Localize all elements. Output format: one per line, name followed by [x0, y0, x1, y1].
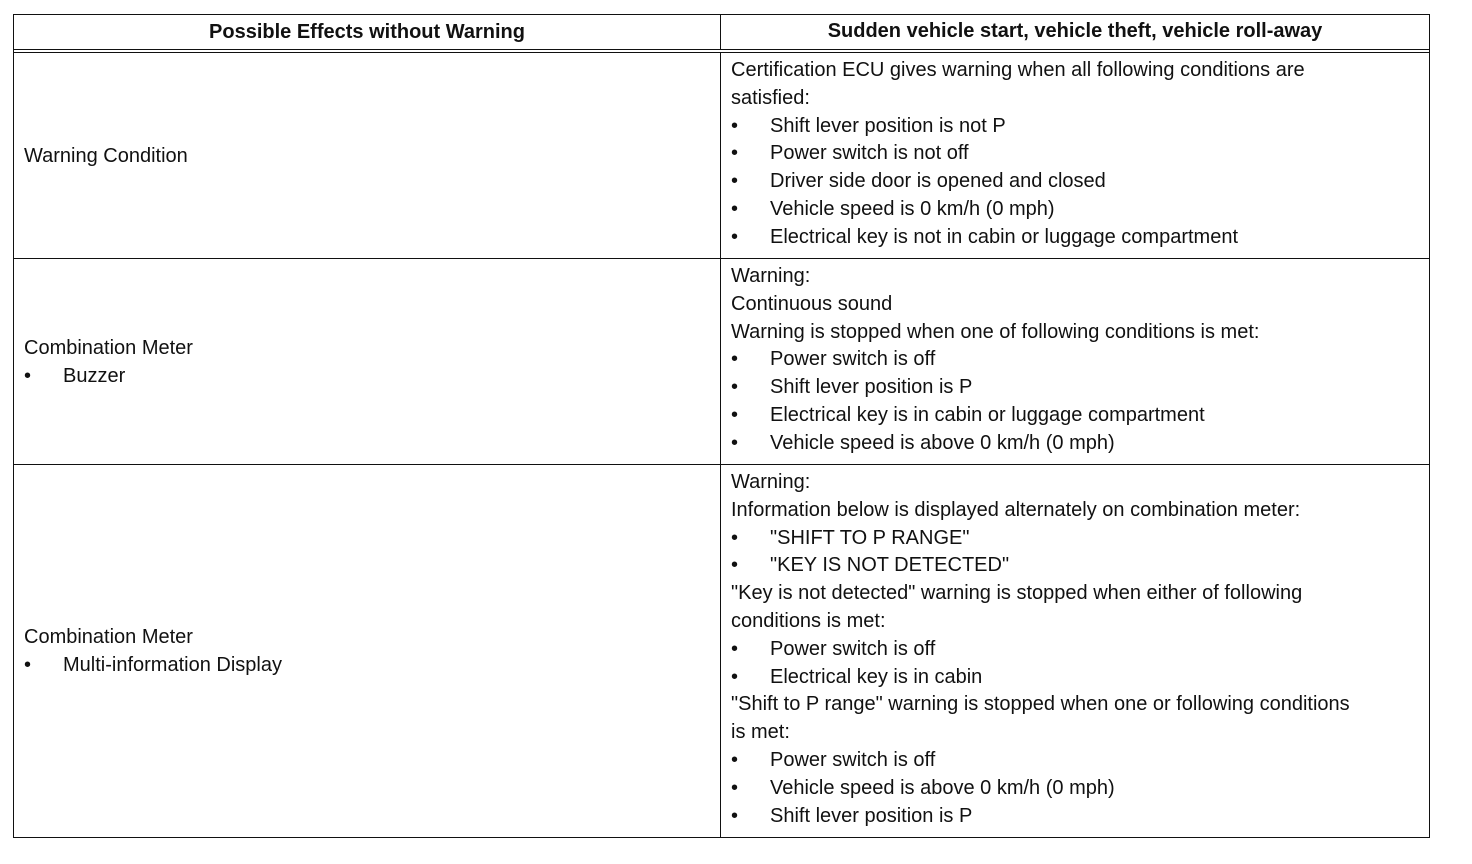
- bullet-dot: •: [24, 364, 32, 387]
- bullet-dot: •: [731, 376, 739, 399]
- row-content-cell: [721, 53, 1429, 258]
- bullet-text: Power switch is not off: [770, 142, 969, 165]
- content-line: "Shift to P range" warning is stopped when one or following conditions: [731, 693, 1350, 716]
- bullet-text: Electrical key is in cabin or luggage compartment: [770, 403, 1205, 426]
- bullet-item: [731, 552, 1419, 580]
- bullet-item: [731, 402, 1419, 430]
- content-line: conditions is met:: [731, 609, 886, 632]
- bullet-item: [731, 664, 1419, 692]
- bullet-item: [731, 775, 1419, 803]
- bullet-text: "SHIFT TO P RANGE": [770, 526, 970, 549]
- content-line: Warning:: [731, 265, 811, 287]
- warning-table: [13, 14, 1430, 838]
- bullet-dot: •: [731, 142, 739, 165]
- row-content-cell: [721, 465, 1429, 837]
- row-label-cell: [14, 259, 721, 464]
- bullet-item: [24, 362, 720, 390]
- content-line: Warning is stopped when one of following conditions is met:: [731, 320, 1260, 343]
- bullet-text: Shift lever position is P: [770, 804, 973, 827]
- content-line: is met:: [731, 721, 790, 744]
- bullet-text: Vehicle speed is 0 km/h (0 mph): [770, 197, 1055, 220]
- bullet-dot: •: [731, 403, 739, 426]
- bullet-item: [731, 525, 1419, 553]
- bullet-item: [731, 168, 1419, 196]
- bullet-text: Electrical key is in cabin: [770, 665, 983, 688]
- table-row: [14, 465, 1429, 837]
- bullet-dot: •: [731, 225, 739, 248]
- content-line: "Key is not detected" warning is stopped when either of following: [731, 582, 1303, 605]
- bullet-text: Electrical key is not in cabin or luggage compartment: [770, 225, 1239, 248]
- bullet-dot: •: [731, 748, 739, 771]
- bullet-item: [731, 803, 1419, 831]
- bullet-item: [731, 346, 1419, 374]
- bullet-dot: •: [731, 526, 739, 549]
- bullet-text: Shift lever position is P: [770, 376, 973, 399]
- bullet-dot: •: [731, 637, 739, 660]
- bullet-text: Buzzer: [63, 364, 126, 387]
- bullet-dot: •: [731, 776, 739, 799]
- bullet-text: Multi-information Display: [63, 654, 282, 676]
- bullet-dot: •: [731, 114, 739, 137]
- table-row: [14, 259, 1429, 465]
- bullet-item: [731, 113, 1419, 141]
- bullet-item: [731, 140, 1419, 168]
- row-label: Combination Meter: [24, 336, 193, 359]
- content-line: Certification ECU gives warning when all following conditions are: [731, 59, 1305, 81]
- header-sudden-vehicle-start: Sudden vehicle start, vehicle theft, vehicle roll-away: [827, 20, 1323, 43]
- table-header-row: [14, 15, 1429, 53]
- content-line: satisfied:: [731, 86, 810, 109]
- row-label: Warning Condition: [24, 144, 188, 167]
- bullet-text: Power switch is off: [770, 748, 936, 771]
- content-line: Information below is displayed alternately on combination meter:: [731, 498, 1301, 521]
- bullet-item: [731, 636, 1419, 664]
- bullet-text: Driver side door is opened and closed: [770, 170, 1106, 193]
- table-row: [14, 53, 1429, 259]
- bullet-item: [24, 651, 720, 679]
- bullet-dot: •: [24, 654, 32, 676]
- bullet-item: [731, 374, 1419, 402]
- bullet-dot: •: [731, 197, 739, 220]
- bullet-item: [731, 224, 1419, 252]
- bullet-dot: •: [731, 170, 739, 193]
- bullet-text: Power switch is off: [770, 348, 936, 371]
- bullet-text: Vehicle speed is above 0 km/h (0 mph): [770, 431, 1115, 454]
- bullet-dot: •: [731, 665, 739, 688]
- bullet-text: Shift lever position is not P: [770, 114, 1006, 137]
- bullet-text: Vehicle speed is above 0 km/h (0 mph): [770, 776, 1115, 799]
- bullet-item: [731, 196, 1419, 224]
- row-label: Combination Meter: [24, 626, 193, 648]
- header-possible-effects: Possible Effects without Warning: [14, 15, 721, 49]
- bullet-text: Power switch is off: [770, 637, 936, 660]
- bullet-dot: •: [731, 431, 739, 454]
- content-line: Continuous sound: [731, 292, 893, 315]
- bullet-item: [731, 747, 1419, 775]
- row-content-cell: [721, 259, 1429, 464]
- bullet-dot: •: [731, 348, 739, 371]
- content-line: Warning:: [731, 471, 811, 493]
- bullet-dot: •: [731, 554, 739, 577]
- row-label-cell: [14, 53, 721, 258]
- bullet-text: "KEY IS NOT DETECTED": [770, 554, 1010, 577]
- bullet-dot: •: [731, 804, 739, 827]
- row-label-cell: [14, 465, 721, 837]
- bullet-item: [731, 430, 1419, 458]
